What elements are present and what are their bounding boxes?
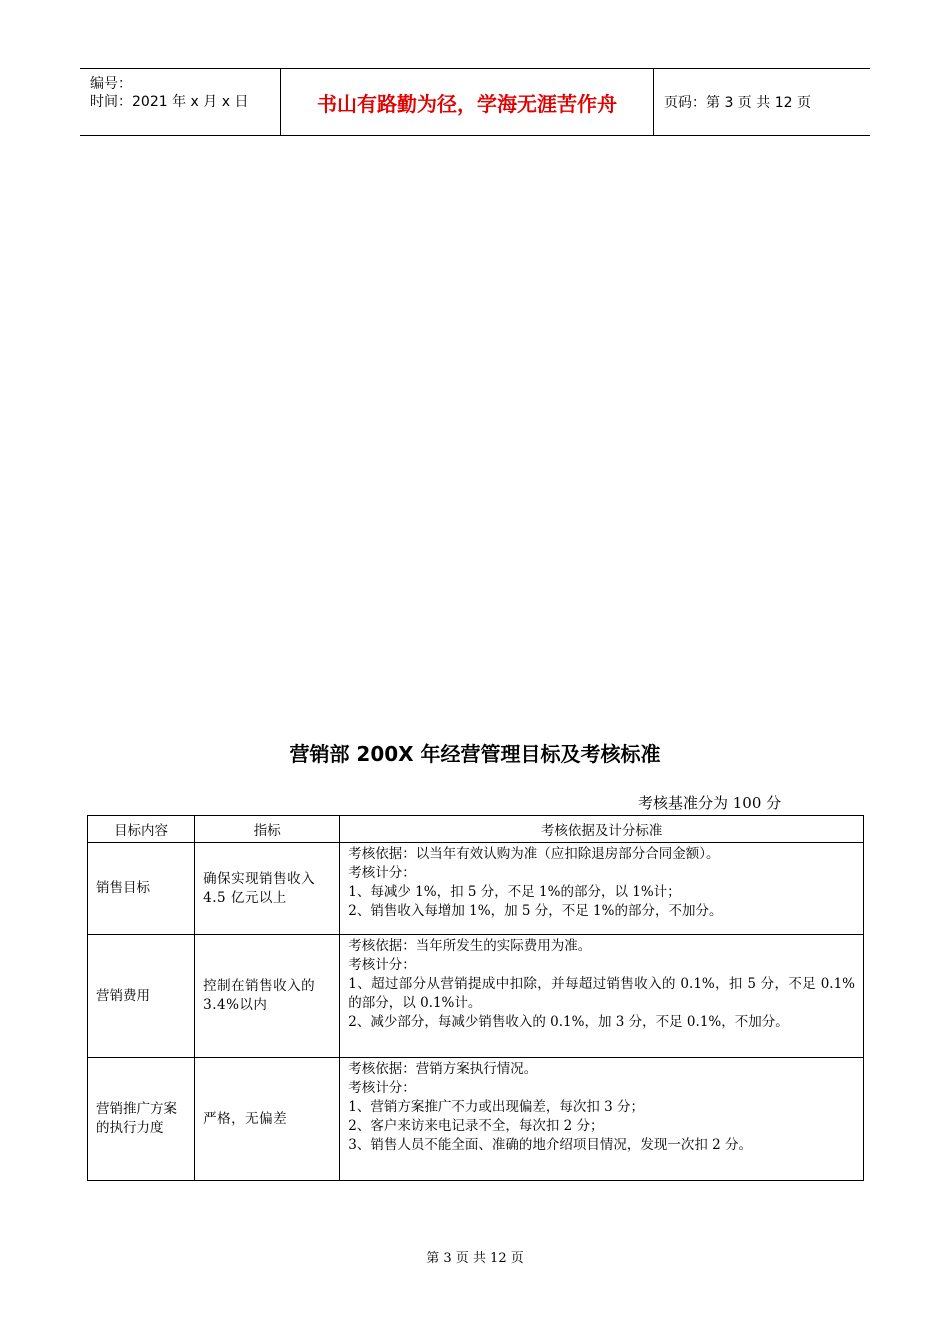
- indicator-cell: 确保实现销售收入 4.5 亿元以上: [195, 843, 340, 935]
- serial-label: 编号：: [90, 76, 132, 92]
- criteria-cell: [340, 935, 864, 1058]
- indicator-cell: 严格，无偏差: [195, 1058, 340, 1181]
- column-header-indicator: 指标: [195, 816, 340, 843]
- header-page-info: 页码：第 3 页 共 12 页: [664, 95, 811, 111]
- criteria-line: 考核依据：以当年有效认购为准（应扣除退房部分合同金额）。: [348, 846, 720, 862]
- criteria-line: 1、超过部分从营销提成中扣除，并每超过销售收入的 0.1%，扣 5 分，不足 0.1%的部分，以 0.1%计。: [348, 976, 855, 1011]
- column-header-goal: 目标内容: [88, 816, 195, 843]
- criteria-line: 考核依据：营销方案执行情况。: [348, 1061, 538, 1077]
- goal-cell: 营销费用: [88, 935, 195, 1058]
- goal-cell: 营销推广方案的执行力度: [88, 1058, 195, 1181]
- time-line: 时间：2021 年 x 月 x 日: [90, 94, 249, 110]
- criteria-line: 2、客户来访来电记录不全，每次扣 2 分；: [348, 1118, 604, 1134]
- header-meta: [80, 69, 281, 135]
- indicator-cell: 控制在销售收入的 3.4%以内: [195, 935, 340, 1058]
- criteria-line: 3、销售人员不能全面、准确的地介绍项目情况，发现一次扣 2 分。: [348, 1137, 753, 1153]
- criteria-cell: [340, 843, 864, 935]
- criteria-line: 2、减少部分，每减少销售收入的 0.1%，加 3 分，不足 0.1%，不加分。: [348, 1014, 789, 1030]
- table-row: [88, 843, 864, 935]
- basis-score: 考核基准分为 100 分: [638, 794, 782, 812]
- criteria-line: 考核计分：: [348, 1080, 416, 1096]
- criteria-line: 2、销售收入每增加 1%，加 5 分，不足 1%的部分，不加分。: [348, 903, 723, 919]
- page-footer: 第 3 页 共 12 页: [426, 1251, 524, 1266]
- table-row: [88, 1058, 864, 1181]
- criteria-cell: [340, 1058, 864, 1181]
- column-header-criteria: 考核依据及计分标准: [340, 816, 864, 843]
- criteria-line: 考核计分：: [348, 865, 416, 881]
- assessment-table: [87, 815, 864, 1181]
- criteria-line: 1、营销方案推广不力或出现偏差，每次扣 3 分；: [348, 1099, 645, 1115]
- page-header: [80, 68, 870, 136]
- criteria-line: 考核计分：: [348, 957, 416, 973]
- goal-cell: 销售目标: [88, 843, 195, 935]
- document-title: 营销部 200X 年经营管理目标及考核标准: [289, 742, 661, 766]
- criteria-line: 1、每减少 1%，扣 5 分，不足 1%的部分，以 1%计；: [348, 884, 681, 900]
- criteria-line: 考核依据：当年所发生的实际费用为准。: [348, 938, 592, 954]
- header-motto: 书山有路勤为径，学海无涯苦作舟: [281, 69, 654, 135]
- table-header-row: [88, 816, 864, 843]
- table-row: [88, 935, 864, 1058]
